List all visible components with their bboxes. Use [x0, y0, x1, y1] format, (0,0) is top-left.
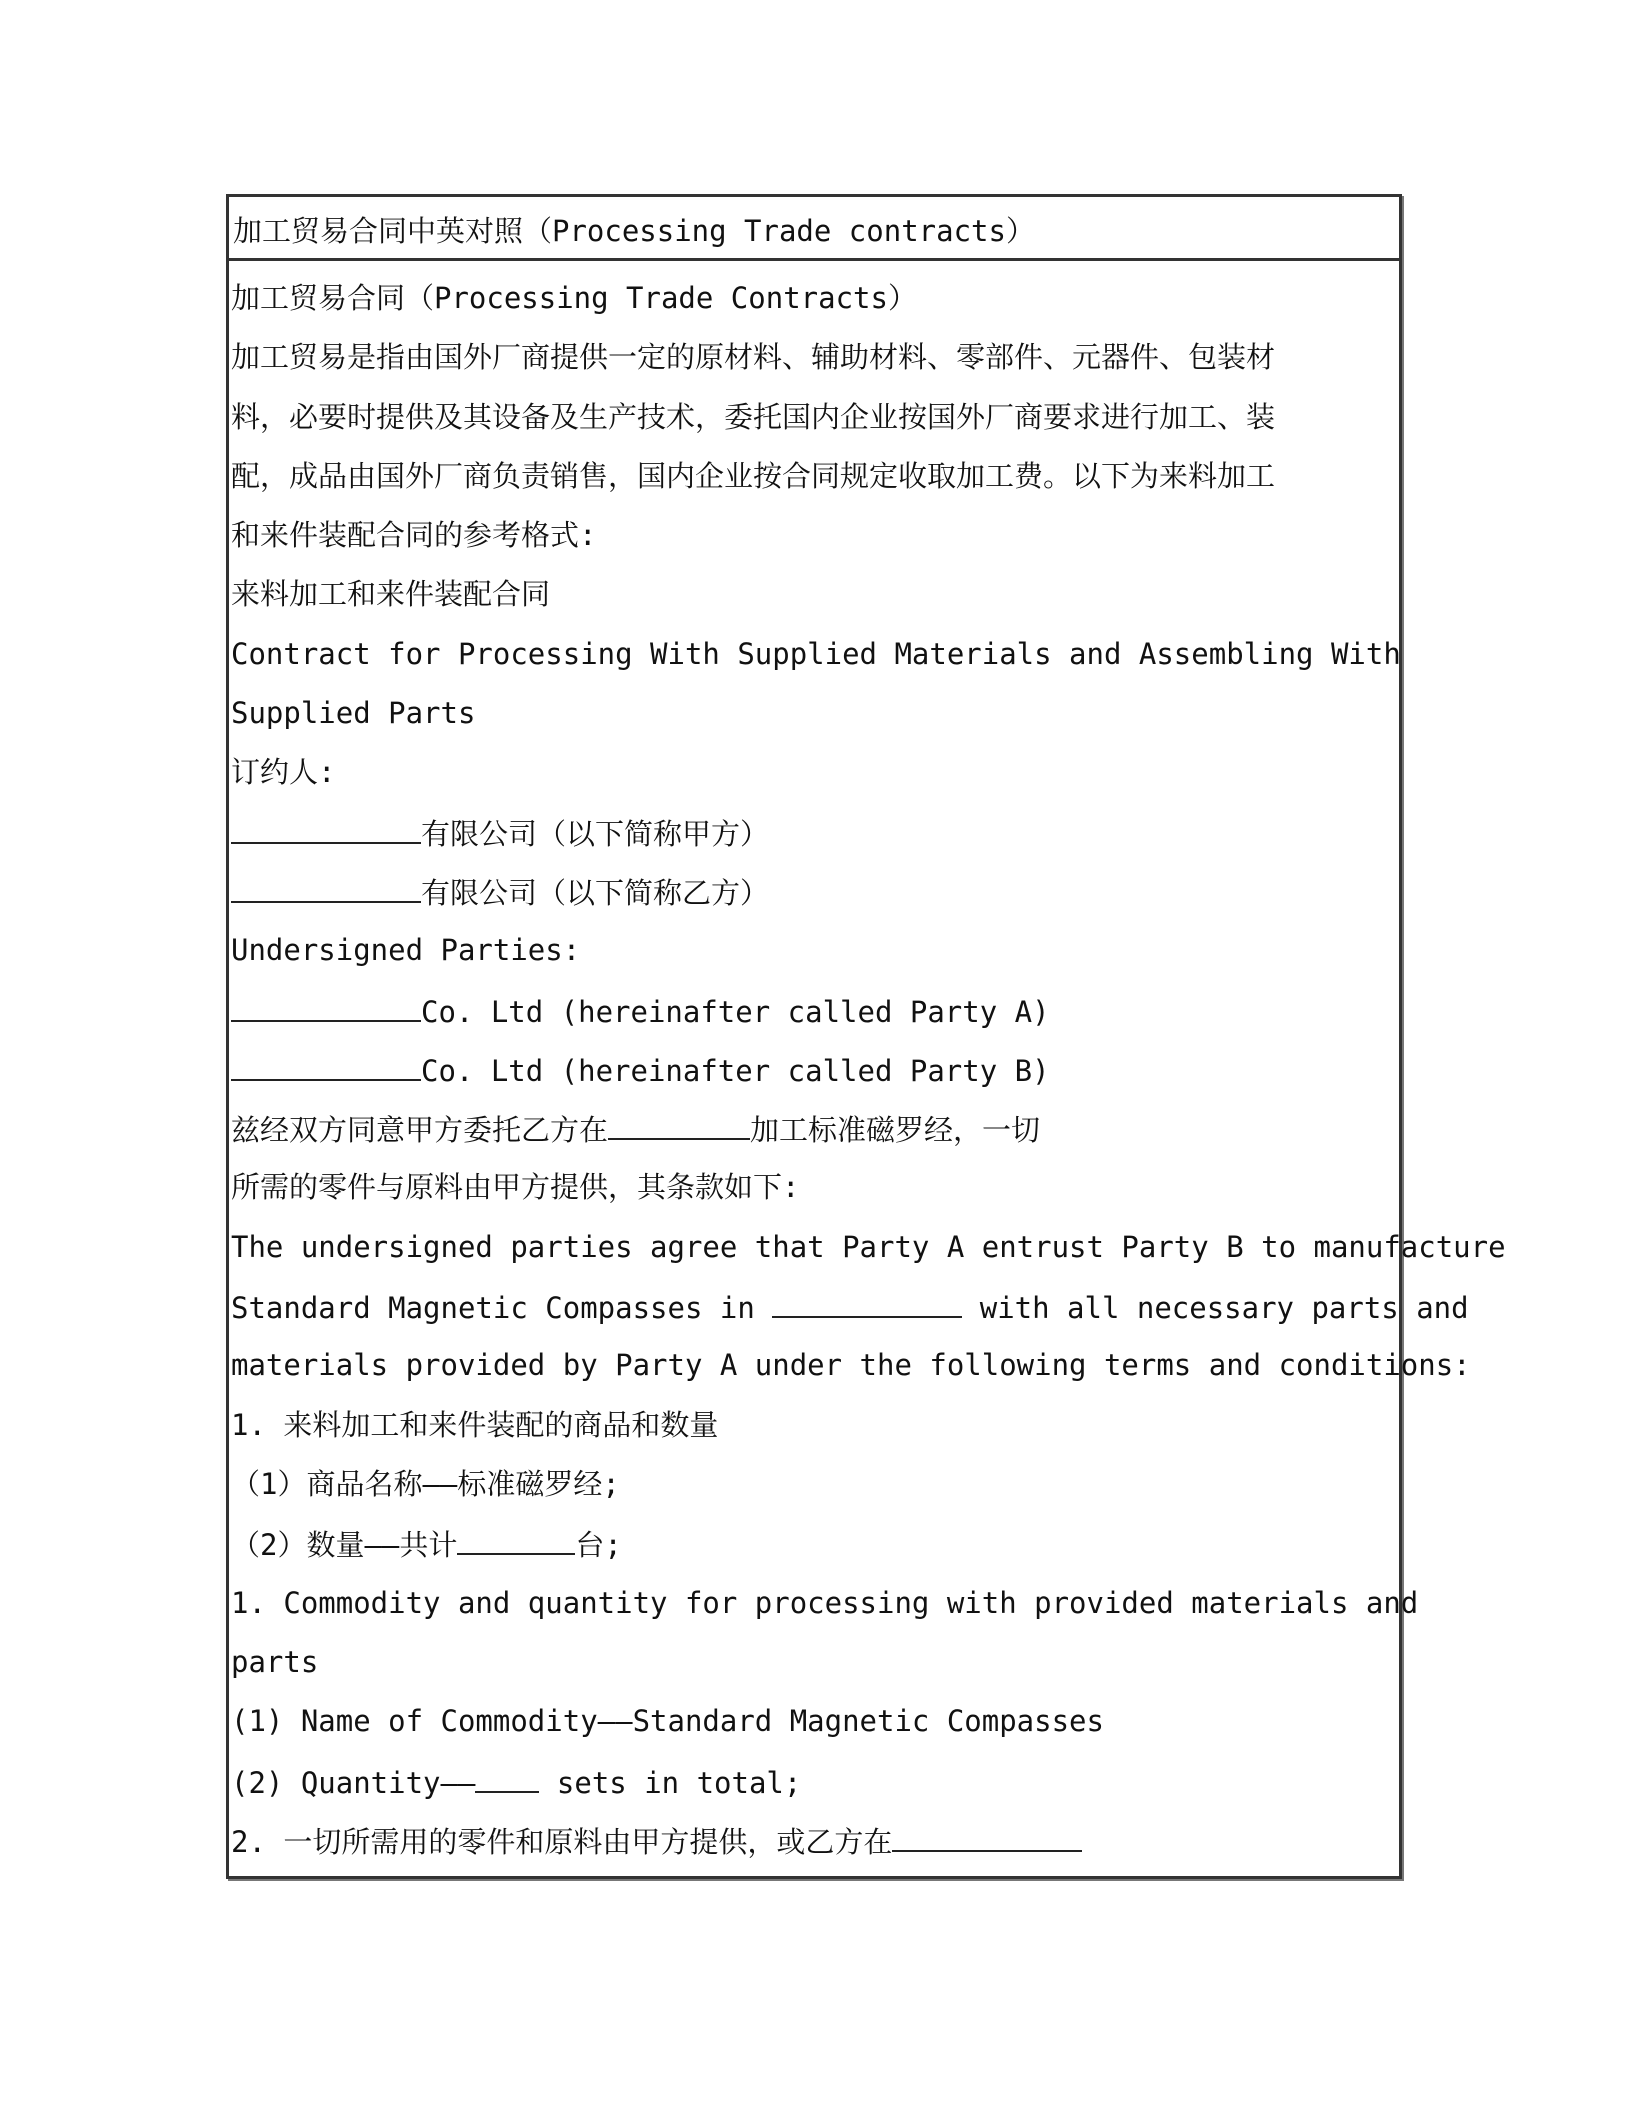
title-row	[229, 197, 1399, 261]
line-text: （2）数量——共计	[231, 1528, 458, 1562]
line-text: 2. 一切所需用的零件和原料由甲方提供，或乙方在	[231, 1825, 893, 1859]
text-line: Supplied Parts	[231, 696, 476, 730]
text-line	[231, 1110, 1040, 1148]
fill-blank	[608, 1110, 750, 1140]
text-line: Contract for Processing With Supplied Materials and Assembling With	[231, 637, 1401, 671]
text-line: 1. Commodity and quantity for processing with provided materials and	[231, 1586, 1419, 1620]
line-text: 兹经双方同意甲方委托乙方在	[231, 1113, 609, 1147]
text-line	[231, 992, 1050, 1030]
line-text: (2) Quantity——	[231, 1766, 476, 1800]
text-line	[231, 814, 769, 852]
line-text: with all necessary parts and	[979, 1291, 1469, 1325]
text-line: 加工贸易合同（Processing Trade Contracts）	[231, 281, 917, 315]
fill-blank	[231, 992, 421, 1022]
text-line: 加工贸易是指由国外厂商提供一定的原材料、辅助材料、零部件、元器件、包装材	[231, 340, 1276, 374]
line-text: Co. Ltd (hereinafter called Party A)	[421, 995, 1050, 1029]
line-text: 有限公司（以下简称乙方）	[421, 876, 770, 910]
text-line	[231, 873, 769, 911]
line-text: Standard Magnetic Compasses in	[231, 1291, 755, 1325]
text-line: 和来件装配合同的参考格式:	[231, 518, 597, 552]
fill-blank	[231, 814, 421, 844]
text-line: The undersigned parties agree that Party A entrust Party B to manufacture	[231, 1230, 1506, 1264]
text-line: Undersigned Parties:	[231, 933, 581, 967]
fill-blank	[892, 1822, 1082, 1852]
text-line: (1) Name of Commodity——Standard Magnetic Compasses	[231, 1704, 1104, 1738]
text-line	[231, 1763, 801, 1801]
line-text: 有限公司（以下简称甲方）	[421, 817, 770, 851]
text-line	[231, 1525, 622, 1563]
text-line: materials provided by Party A under the following terms and conditions:	[231, 1348, 1471, 1382]
document-title: 加工贸易合同中英对照（Processing Trade contracts）	[233, 214, 1035, 248]
text-line: （1）商品名称——标准磁罗经;	[231, 1467, 620, 1501]
text-line: 所需的零件与原料由甲方提供，其条款如下:	[231, 1170, 800, 1204]
text-line	[231, 1822, 1082, 1860]
fill-blank	[231, 1051, 421, 1081]
fill-blank	[475, 1763, 539, 1793]
line-text: 加工标准磁罗经，一切	[750, 1113, 1041, 1147]
text-line: 1. 来料加工和来件装配的商品和数量	[231, 1408, 719, 1442]
fill-blank	[231, 873, 421, 903]
fill-blank	[457, 1525, 575, 1555]
line-text: sets in total;	[556, 1766, 802, 1800]
line-text: 台;	[575, 1528, 622, 1562]
document-table	[226, 194, 1506, 1879]
document-body	[229, 261, 1506, 1876]
line-text: Co. Ltd (hereinafter called Party B)	[421, 1054, 1050, 1088]
text-line: 订约人:	[231, 755, 336, 789]
text-line	[231, 1288, 1469, 1326]
text-line: 料，必要时提供及其设备及生产技术，委托国内企业按国外厂商要求进行加工、装	[231, 400, 1276, 434]
text-line: parts	[231, 1645, 319, 1679]
text-line: 来料加工和来件装配合同	[231, 577, 551, 611]
text-line: 配，成品由国外厂商负责销售，国内企业按合同规定收取加工费。以下为来料加工	[231, 459, 1276, 493]
text-line	[231, 1051, 1050, 1089]
fill-blank	[772, 1288, 962, 1318]
